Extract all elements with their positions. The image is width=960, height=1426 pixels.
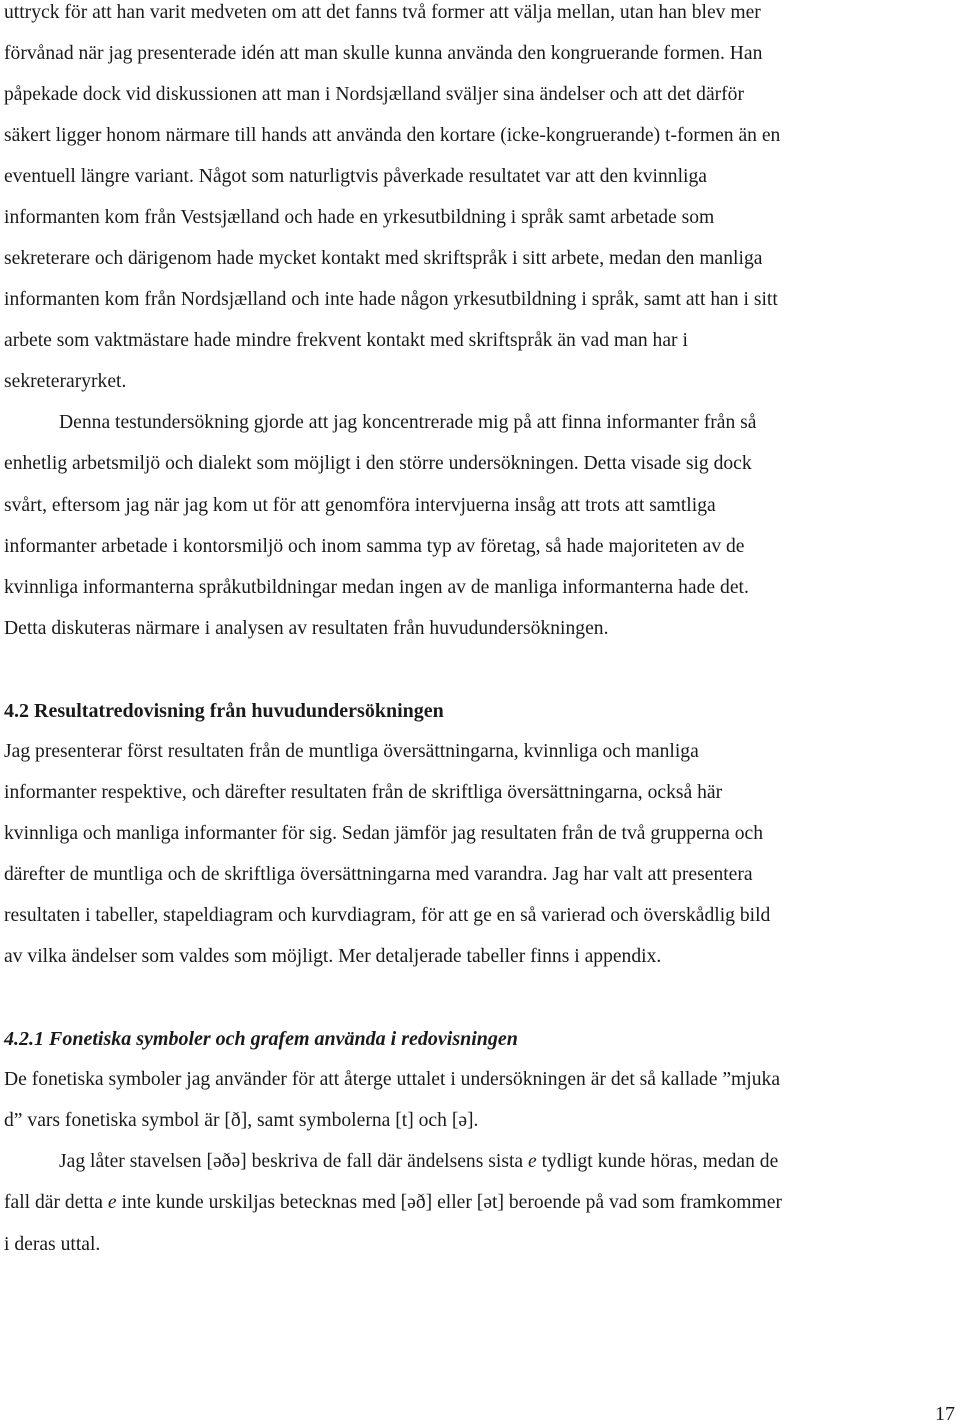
text-line: i deras uttal. — [4, 1234, 101, 1255]
text-line: sekreteraryrket. — [4, 371, 127, 392]
text-line: arbete som vaktmästare hade mindre frekvent kontakt med skriftspråk än vad man har i — [4, 330, 688, 351]
text-line — [4, 1191, 782, 1215]
text-line: eventuell längre variant. Något som naturligtvis påverkade resultatet var att den kvinnliga — [4, 166, 707, 187]
text-line: förvånad när jag presenterade idén att man skulle kunna använda den kongruerande formen. Han — [4, 43, 763, 64]
text-span: Jag låter stavelsen [əðə] beskriva de fall där ändelsens sista — [59, 1151, 528, 1172]
text-line: sekreterare och därigenom hade mycket kontakt med skriftspråk i sitt arbete, medan den manliga — [4, 248, 763, 269]
text-line: av vilka ändelser som valdes som möjligt. Mer detaljerade tabeller finns i appendix. — [4, 946, 662, 967]
text-line: påpekade dock vid diskussionen att man i Nordsjælland sväljer sina ändelser och att det därför — [4, 84, 745, 105]
text-line: Denna testundersökning gjorde att jag koncentrerade mig på att finna informanter från så — [59, 412, 757, 433]
section-heading: 4.2 Resultatredovisning från huvudundersökningen — [4, 700, 444, 722]
text-line: kvinnliga och manliga informanter för sig. Sedan jämför jag resultaten från de två grupperna och — [4, 823, 763, 844]
text-line: resultaten i tabeller, stapeldiagram och kurvdiagram, för att ge en så varierad och överskådlig bild — [4, 905, 771, 926]
page-number: 17 — [935, 1403, 955, 1425]
text-line — [59, 1150, 778, 1174]
text-line: svårt, eftersom jag när jag kom ut för att genomföra intervjuerna insåg att trots att samtliga — [4, 495, 716, 516]
text-line: De fonetiska symboler jag använder för att återge uttalet i undersökningen är det så kallade ”mjuka — [4, 1069, 781, 1090]
emphasis: e — [107, 1192, 117, 1213]
text-line: informanten kom från Nordsjælland och inte hade någon yrkesutbildning i språk, samt att han i sitt — [4, 289, 778, 310]
text-line: kvinnliga informanterna språkutbildningar medan ingen av de manliga informanterna hade det. — [4, 577, 749, 598]
text-line: informanten kom från Vestsjælland och hade en yrkesutbildning i språk samt arbetade som — [4, 207, 715, 228]
text-span: tydligt kunde höras, medan de — [536, 1151, 779, 1172]
text-span: inte kunde urskiljas betecknas med [əð] eller [ət] beroende på vad som framkommer — [116, 1192, 783, 1213]
text-line: därefter de muntliga och de skriftliga översättningarna med varandra. Jag har valt att presentera — [4, 864, 753, 885]
text-line: uttryck för att han varit medveten om att det fanns två former att välja mellan, utan han blev mer — [4, 2, 761, 23]
text-line: enhetlig arbetsmiljö och dialekt som möjligt i den större undersökningen. Detta visade sig dock — [4, 453, 752, 474]
text-line: Detta diskuteras närmare i analysen av resultaten från huvudundersökningen. — [4, 618, 609, 639]
text-line: informanter respektive, och därefter resultaten från de skriftliga översättningarna, också här — [4, 782, 723, 803]
text-line: Jag presenterar först resultaten från de muntliga översättningarna, kvinnliga och manliga — [4, 741, 699, 762]
emphasis: e — [527, 1151, 537, 1172]
subsection-heading: 4.2.1 Fonetiska symboler och grafem använda i redovisningen — [4, 1028, 518, 1050]
text-line: säkert ligger honom närmare till hands att använda den kortare (icke-kongruerande) t-formen än en — [4, 125, 781, 146]
text-line: informanter arbetade i kontorsmiljö och inom samma typ av företag, så hade majoriteten av de — [4, 536, 745, 557]
text-line: d” vars fonetiska symbol är [ð], samt symbolerna [t] och [ə]. — [4, 1110, 479, 1131]
text-span: fall där detta — [4, 1192, 108, 1213]
